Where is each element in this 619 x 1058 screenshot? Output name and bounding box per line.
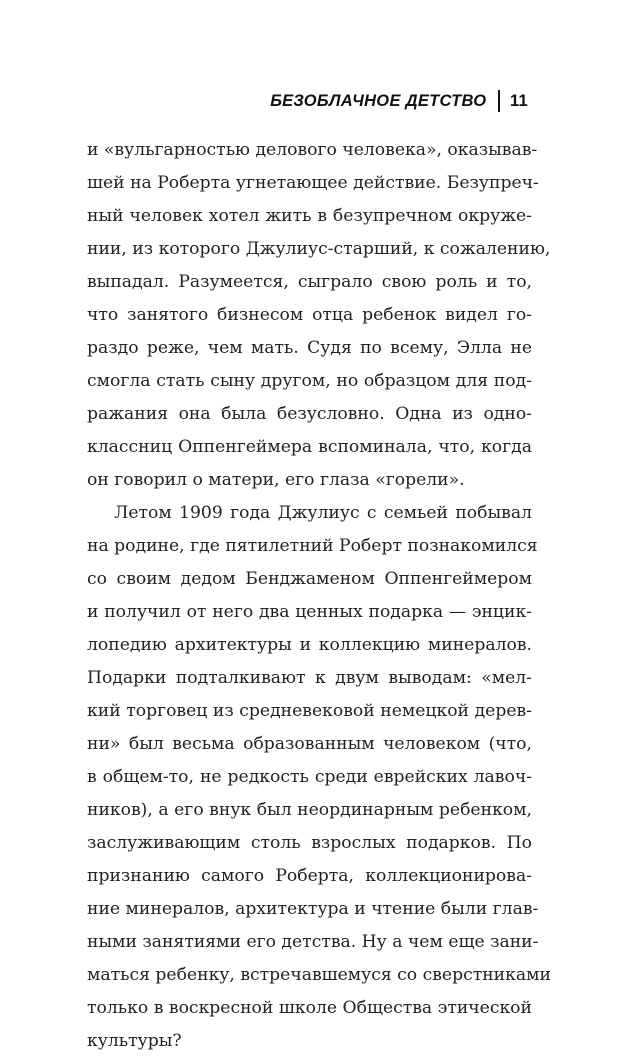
text-line: смогла стать сыну другом, но образцом для под- [87,371,532,391]
text-line: заслуживающим столь взрослых подарков. По [87,833,532,853]
text-line: и «вульгарностью делового человека», оказывав- [87,140,538,160]
paragraph-1 [87,134,551,497]
header-divider [498,90,500,112]
text-line: ражания она была безусловно. Одна из одно- [87,404,532,424]
text-line: что занятого бизнесом отца ребенок видел го- [87,305,532,325]
text-line: классниц Оппенгеймера вспоминала, что, когда [87,437,532,457]
text-line: Летом 1909 года Джулиус с семьей побывал [114,503,532,523]
running-head [270,88,528,114]
text-line: шей на Роберта угнетающее действие. Безупреч- [87,173,539,193]
text-line: культуры? [87,1031,182,1051]
text-line: нии, из которого Джулиус-старший, к сожалению, [87,239,551,259]
text-line: ников), а его внук был неординарным ребенком, [87,800,532,820]
text-line: и получил от него два ценных подарка — энцик- [87,602,532,622]
text-line: ние минералов, архитектура и чтение были глав- [87,899,539,919]
text-line: раздо реже, чем мать. Судя по всему, Элла не [87,338,532,358]
section-title: БЕЗОБЛАЧНОЕ ДЕТСТВО [270,91,487,110]
text-line: лопедию архитектуры и коллекцию минералов. [87,635,532,655]
text-line: со своим дедом Бенджаменом Оппенгеймером [87,569,532,589]
text-line: выпадал. Разумеется, сыграло свою роль и то, [87,272,532,292]
text-line: на родине, где пятилетний Роберт познакомился [87,536,538,556]
text-line: в общем-то, не редкость среди еврейских лавоч- [87,767,532,787]
text-line: признанию самого Роберта, коллекционирова- [87,866,532,886]
text-line: Подарки подталкивают к двум выводам: «мел- [87,668,532,688]
text-line: маться ребенку, встречавшемуся со сверстниками [87,965,551,985]
text-line: ни» был весьма образованным человеком (что, [87,734,532,754]
text-line: он говорил о матери, его глаза «горели». [87,470,465,490]
paragraph-2 [87,497,551,1058]
text-line: кий торговец из средневековой немецкой дерев- [87,701,532,721]
text-line: ными занятиями его детства. Ну а чем еще зани- [87,932,539,952]
body-text [87,134,551,1058]
page-number: 11 [509,91,528,110]
text-line: ный человек хотел жить в безупречном окруже- [87,206,532,226]
text-line: только в воскресной школе Общества этической [87,998,532,1018]
